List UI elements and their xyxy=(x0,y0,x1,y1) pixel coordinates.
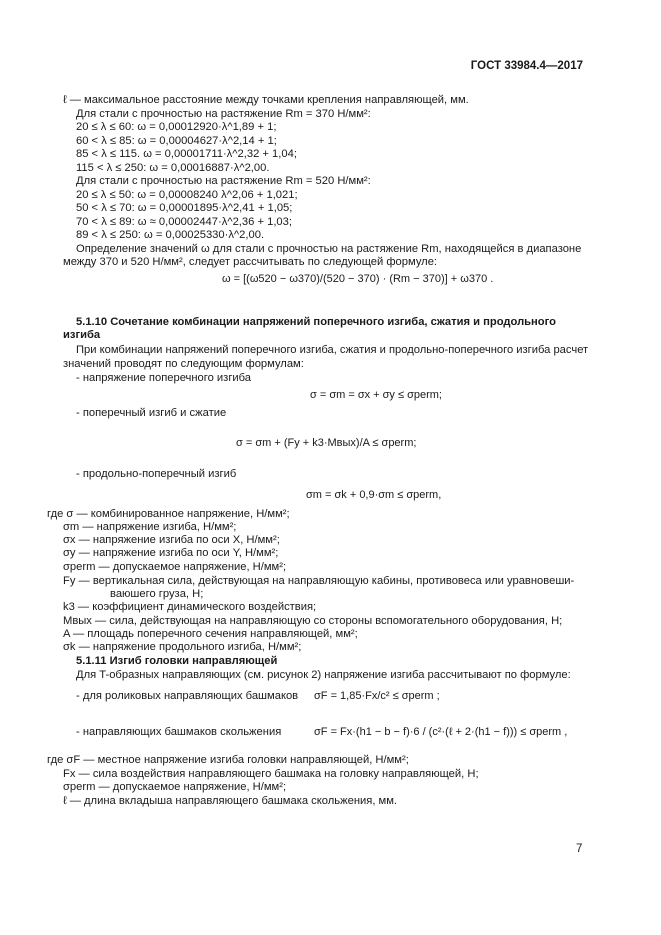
legend-line: σk — напряжение продольного изгиба, Н/мм²; xyxy=(63,641,302,653)
text-line: Для стали с прочностью на растяжение Rm = 370 Н/мм²: xyxy=(76,108,371,120)
text-line: значений проводят по следующим формулам: xyxy=(63,358,304,370)
text-line: - напряжение поперечного изгиба xyxy=(76,372,252,384)
text-line: 115 < λ ≤ 250: ω = 0,00016887·λ^2,00. xyxy=(76,162,270,174)
formula-sliding-shoes: σF = Fx·(h1 − b − f)·6 / (c²·(ℓ + 2·(h1 − f))) ≤ σperm , xyxy=(314,726,568,738)
legend-line: ваюшего груза, Н; xyxy=(110,588,204,600)
page-number: 7 xyxy=(576,843,583,855)
formula-roller-shoes: σF = 1,85·Fx/c² ≤ σperm ; xyxy=(314,690,440,702)
legend-line: σperm — допускаемое напряжение, Н/мм²; xyxy=(63,781,287,793)
legend-line: σy — напряжение изгиба по оси Y, Н/мм²; xyxy=(63,547,279,559)
legend-line: Fy — вертикальная сила, действующая на направляющую кабины, противовеса или уравновеши- xyxy=(63,575,575,587)
formula-transverse-bending: σ = σm = σx + σy ≤ σperm; xyxy=(310,389,442,401)
text-line: Для T-образных направляющих (см. рисунок 2) напряжение изгиба рассчитывают по формуле: xyxy=(76,669,571,681)
legend-line: Mвых — сила, действующая на направляющую со стороны вспомогательного оборудования, Н; xyxy=(63,615,563,627)
section-heading: изгиба xyxy=(63,329,101,341)
text-line: Определение значений ω для стали с прочностью на растяжение Rm, находящейся в диапазоне xyxy=(76,243,582,255)
legend-line: где σF — местное напряжение изгиба головки направляющей, Н/мм²; xyxy=(47,754,409,766)
text-line: При комбинации напряжений поперечного изгиба, сжатия и продольно-поперечного изгиба расчет xyxy=(76,344,589,356)
legend-line: Fx — сила воздействия направляющего башмака на головку направляющей, Н; xyxy=(63,768,479,780)
legend-line: σm — напряжение изгиба, Н/мм²; xyxy=(63,521,237,533)
section-heading: 5.1.11 Изгиб головки направляющей xyxy=(76,655,278,667)
text-line: ℓ — максимальное расстояние между точками крепления направляющей, мм. xyxy=(63,94,469,106)
formula-longitudinal-bending: σm = σk + 0,9·σm ≤ σperm, xyxy=(306,489,442,501)
text-line: - поперечный изгиб и сжатие xyxy=(76,407,227,419)
text-line: 60 < λ ≤ 85: ω = 0,00004627·λ^2,14 + 1; xyxy=(76,135,277,147)
text-line: Для стали с прочностью на растяжение Rm = 520 Н/мм²: xyxy=(76,175,371,187)
text-line: - продольно-поперечный изгиб xyxy=(76,468,237,480)
section-heading: 5.1.10 Сочетание комбинации напряжений поперечного изгиба, сжатия и продольного xyxy=(76,316,556,328)
legend-line: где σ — комбинированное напряжение, Н/мм²; xyxy=(47,508,290,520)
legend-line: σx — напряжение изгиба по оси X, Н/мм²; xyxy=(63,534,280,546)
legend-line: A — площадь поперечного сечения направляющей, мм²; xyxy=(63,628,358,640)
text-line: 89 < λ ≤ 250: ω = 0,00025330·λ^2,00. xyxy=(76,229,265,241)
text-line: между 370 и 520 Н/мм², следует рассчитывать по следующей формуле: xyxy=(63,256,438,268)
text-line: 85 < λ ≤ 115. ω = 0,00001711·λ^2,32 + 1,04; xyxy=(76,148,297,160)
formula-bending-compression: σ = σm + (Fy + k3·Mвых)/A ≤ σperm; xyxy=(236,437,417,449)
text-line: 20 ≤ λ ≤ 50: ω = 0,00008240 λ^2,06 + 1,021; xyxy=(76,189,298,201)
text-line: - направляющих башмаков скольжения xyxy=(76,726,282,738)
text-line: 20 ≤ λ ≤ 60: ω = 0,00012920·λ^1,89 + 1; xyxy=(76,121,277,133)
legend-line: k3 — коэффициент динамического воздействия; xyxy=(63,601,317,613)
text-line: - для роликовых направляющих башмаков xyxy=(76,690,299,702)
text-line: 70 < λ ≤ 89: ω ≈ 0,00002447·λ^2,36 + 1,03; xyxy=(76,216,292,228)
legend-line: σperm — допускаемое напряжение, Н/мм²; xyxy=(63,561,287,573)
formula-omega-interpolation: ω = [(ω520 − ω370)/(520 − 370) · (Rm − 370)] + ω370 . xyxy=(222,273,494,285)
document-header: ГОСТ 33984.4—2017 xyxy=(470,60,583,72)
legend-line: ℓ — длина вкладыша направляющего башмака скольжения, мм. xyxy=(63,795,398,807)
text-line: 50 < λ ≤ 70: ω = 0,00001895·λ^2,41 + 1,05; xyxy=(76,202,293,214)
